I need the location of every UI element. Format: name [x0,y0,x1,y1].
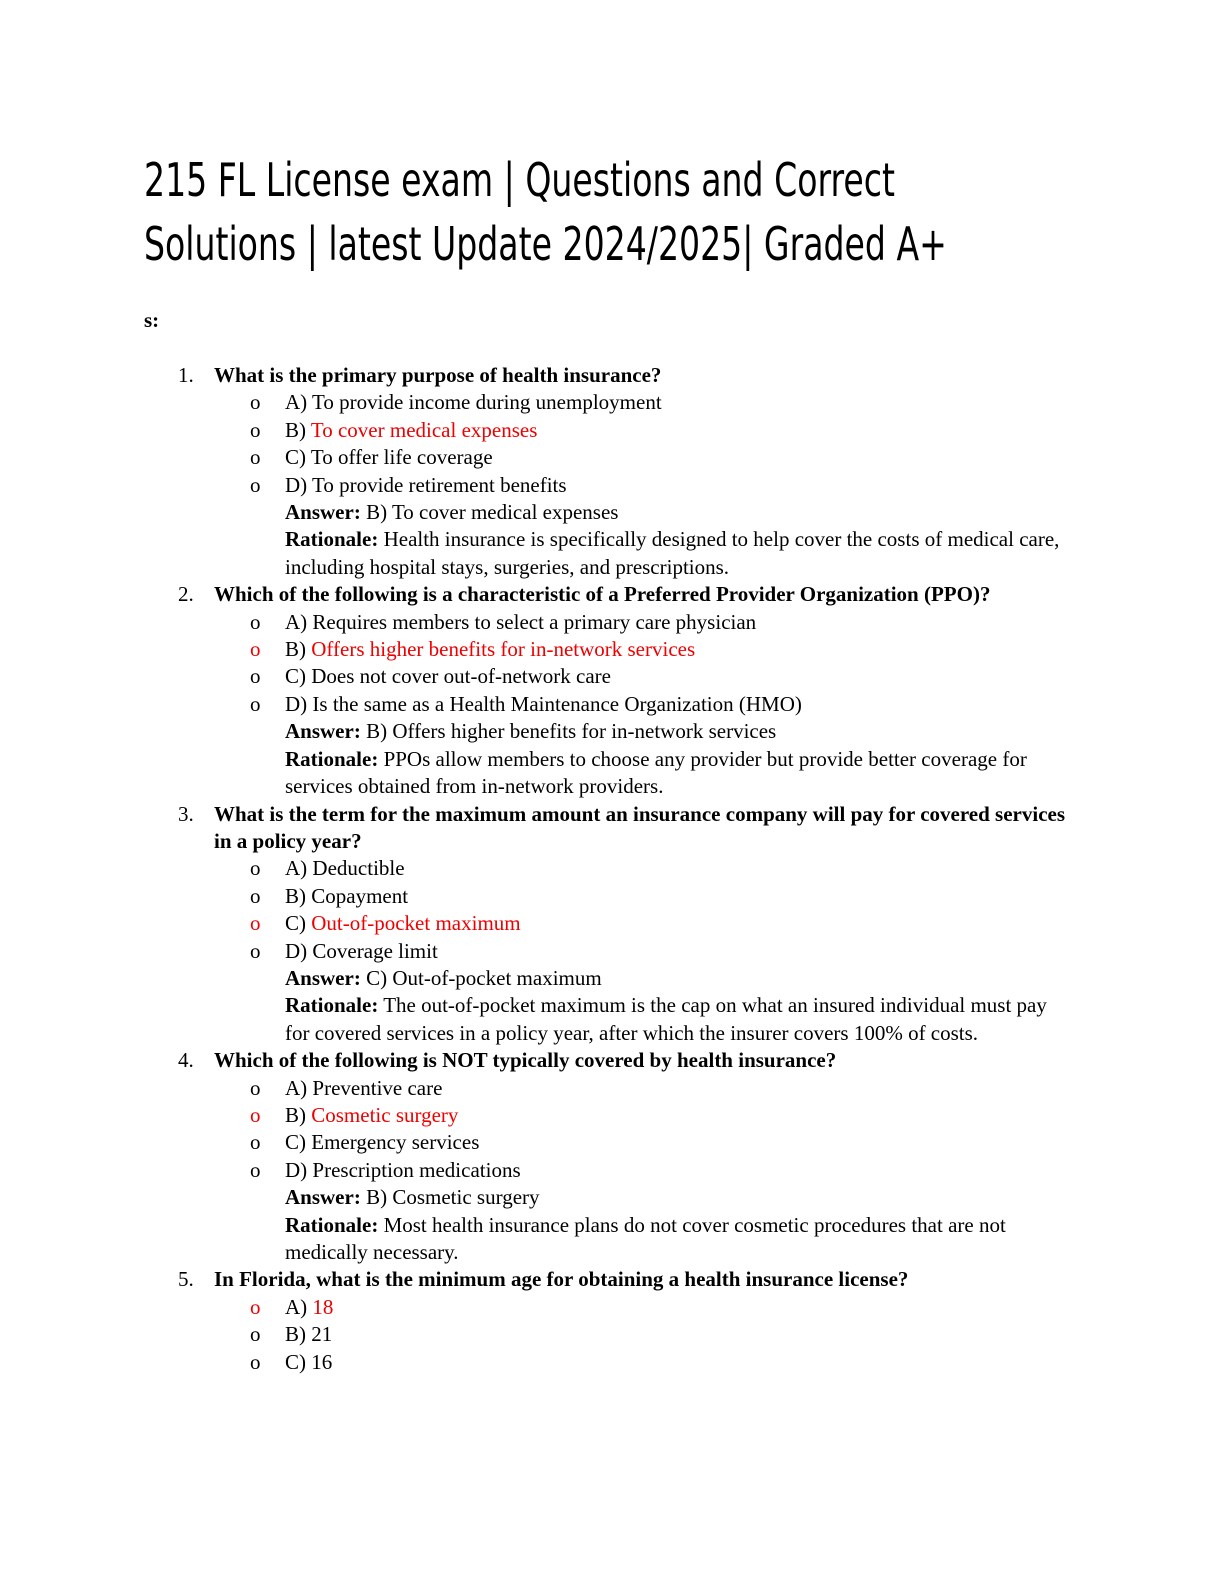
option-letter: B) [285,637,312,662]
answer-label: Answer: [285,1185,361,1210]
rationale-text: The out-of-pocket maximum is the cap on what an insured individual must pay for covered services in a policy year, after which the insurer covers 100% of costs. [285,993,1047,1045]
option-list [214,609,1074,719]
option-item [0,1321,1074,1348]
question-number: 1. [178,363,194,387]
question-number: 2. [178,582,194,607]
option-letter: B) [285,883,312,908]
option-item [0,636,1074,663]
answer-label: Answer: [285,965,361,990]
option-text: 16 [311,1349,333,1374]
option-letter: C) [285,445,311,470]
rationale-label: Rationale: [285,746,379,771]
title-line-2: Solutions | latest Update 2024/2025| Graded A+ [144,217,947,271]
option-letter: D) [285,472,313,497]
option-letter: C) [285,911,312,936]
option-text: Preventive care [312,1075,443,1100]
question-number: 5. [178,1267,194,1292]
rationale-label: Rationale: [285,993,379,1018]
option-text: Deductible [312,856,405,881]
rationale-line [214,526,1074,581]
option-item [0,1102,1074,1129]
option-item [0,691,1074,718]
question-number: 4. [178,1048,194,1073]
bullet-icon: o [250,911,261,936]
option-text: Out-of-pocket maximum [311,911,521,936]
answer-line [214,499,1074,526]
bullet-icon: o [250,856,261,881]
option-item [0,1157,1074,1184]
option-text: To provide income during unemployment [312,390,662,415]
option-item [0,938,1074,965]
option-letter: D) [285,691,313,716]
bullet-icon: o [250,1349,261,1374]
option-text: To offer life coverage [310,445,493,470]
bullet-icon: o [250,1102,261,1127]
question-item [0,362,1224,581]
option-letter: A) [285,609,313,634]
option-text: Requires members to select a primary care physician [312,609,757,634]
option-item [0,472,1074,499]
option-letter: D) [285,938,313,963]
option-letter: A) [285,1075,313,1100]
option-letter: B) [285,417,311,442]
option-letter: C) [285,1349,312,1374]
answer-text: C) Out-of-pocket maximum [360,965,602,990]
option-letter: C) [285,1130,312,1155]
question-item [0,1266,1224,1376]
rationale-text: PPOs allow members to choose any provider but provide better coverage for services obtained from in-network providers. [285,746,1027,799]
answer-line [214,1184,1074,1211]
question-item [0,1047,1224,1266]
option-list [214,855,1074,965]
bullet-icon: o [250,1322,261,1347]
rationale-line [214,992,1074,1047]
rationale-label: Rationale: [285,527,379,552]
option-letter: C) [285,664,312,689]
document-title [144,148,1104,276]
option-item [0,417,1074,444]
option-letter: A) [285,856,313,881]
bullet-icon: o [250,472,261,497]
question-text: What is the term for the maximum amount an insurance company will pay for covered services in a policy year? [214,801,1066,853]
option-list [214,1294,1074,1376]
option-item [0,1129,1074,1156]
title-line-1: 215 FL License exam | Questions and Correct [144,153,895,207]
bullet-icon: o [250,1294,261,1319]
option-item [0,609,1074,636]
rationale-text: Health insurance is specifically designed to help cover the costs of medical care, including hospital stays, surgeries, and prescriptions. [285,527,1060,579]
question-number: 3. [178,801,194,826]
question-text: What is the primary purpose of health insurance? [214,363,662,387]
bullet-icon: o [250,445,261,470]
question-text: In Florida, what is the minimum age for obtaining a health insurance license? [214,1267,909,1292]
answer-text: B) Cosmetic surgery [360,1185,540,1210]
option-letter: D) [285,1157,313,1182]
option-item [0,389,1074,416]
option-item [0,910,1074,937]
rationale-line [214,746,1074,801]
option-item [0,883,1074,910]
option-text: Copayment [311,883,409,908]
bullet-icon: o [250,609,261,634]
question-text: Which of the following is NOT typically covered by health insurance? [214,1048,837,1073]
option-text: Offers higher benefits for in-network services [311,637,696,662]
question-item [0,801,1224,1048]
option-letter: B) [285,1322,312,1347]
option-item [0,1349,1074,1376]
option-item [0,663,1074,690]
answer-label: Answer: [285,719,361,744]
bullet-icon: o [250,664,261,689]
option-text: Cosmetic surgery [311,1102,459,1127]
rationale-line [214,1212,1074,1267]
option-text: Is the same as a Health Maintenance Organization (HMO) [312,691,802,716]
option-item [0,855,1074,882]
question-list [0,362,1224,1376]
bullet-icon: o [250,1157,261,1182]
option-text: 18 [312,1294,334,1319]
option-text: Does not cover out-of-network care [311,664,611,689]
option-text: Emergency services [311,1130,480,1155]
bullet-icon: o [250,1075,261,1100]
option-text: To cover medical expenses [310,417,538,442]
option-text: Prescription medications [312,1157,521,1182]
answer-line [214,965,1074,992]
answer-text: B) Offers higher benefits for in-network services [360,719,777,744]
bullet-icon: o [250,390,261,415]
bullet-icon: o [250,691,261,716]
option-item [0,444,1074,471]
question-text: Which of the following is a characteristic of a Preferred Provider Organization (PPO)? [214,582,991,607]
option-letter: A) [285,1294,313,1319]
rationale-label: Rationale: [285,1212,379,1237]
bullet-icon: o [250,883,261,908]
option-text: To provide retirement benefits [312,472,567,497]
answer-text: B) To cover medical expenses [360,500,619,525]
option-text: Coverage limit [312,938,438,963]
option-list [214,1075,1074,1185]
bullet-icon: o [250,938,261,963]
question-item [0,581,1224,800]
rationale-text: Most health insurance plans do not cover cosmetic procedures that are not medically necessary. [285,1212,1006,1264]
answer-line [214,718,1074,745]
option-list [214,389,1074,499]
option-item [0,1294,1074,1321]
bullet-icon: o [250,417,261,442]
bullet-icon: o [250,637,261,662]
bullet-icon: o [250,1130,261,1155]
option-item [0,1075,1074,1102]
option-letter: B) [285,1102,312,1127]
option-text: 21 [311,1322,333,1347]
section-subheading: s: [144,308,160,332]
option-letter: A) [285,390,313,415]
answer-label: Answer: [285,500,361,525]
